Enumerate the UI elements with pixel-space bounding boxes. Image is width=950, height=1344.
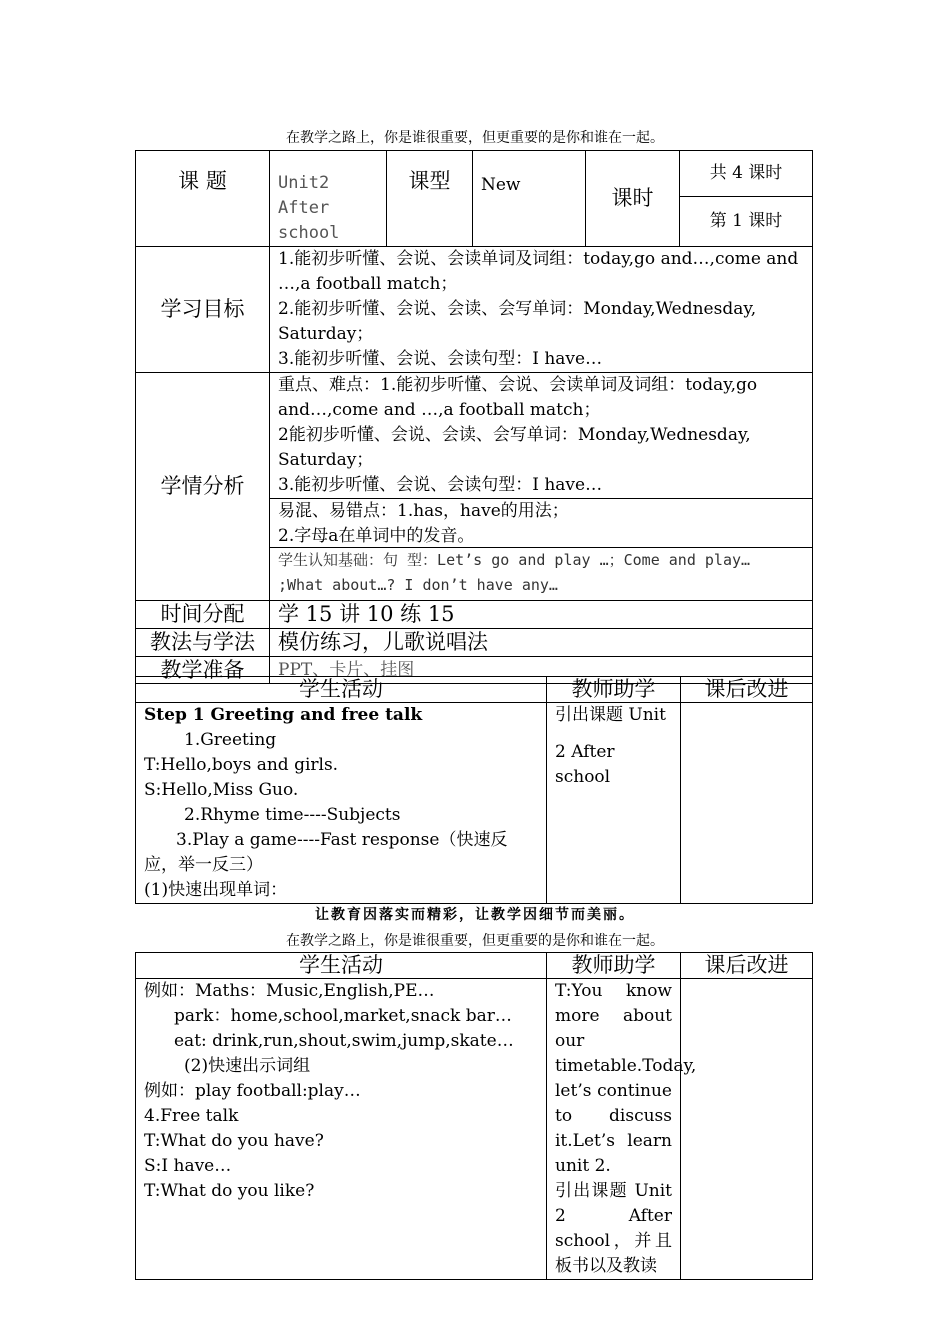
after-class-header: 课后改进 [681,677,813,703]
confusion-points [270,499,812,548]
activity-line: park：home,school,market,snack bar… [174,1006,512,1026]
goals-cell [270,247,813,373]
teacher-line: 2 After school [555,742,615,787]
activity-table-page1 [135,676,813,904]
teacher-line: 引出课题 Unit [555,705,666,725]
activity-line: eat: drink,run,shout,swim,jump,skate… [174,1031,514,1051]
activity-line: Step 1 Greeting and free talk [144,705,423,725]
teacher-line: T:You know more about our timetable.Today, let’s continue to discuss it.Let’s learn unit 2. [555,981,697,1176]
time-value: 学 15 讲 10 练 15 [270,601,813,629]
activity-table-page2 [135,952,813,1280]
activity-line: 2.Rhyme time----Subjects [184,805,401,825]
cognitive-basis: 学生认知基础：句 型：Let’s go and play …；Come and play… ;What about…? I don’t have any… [278,551,751,594]
student-activity-header: 学生活动 [136,953,547,979]
total-periods: 共 4 课时 [680,151,812,197]
current-period: 第 1 课时 [709,211,783,231]
key-point-item: 重点、难点：1.能初步听懂、会说、会读单词及词组：today,go and…,come and …,a football match； [278,375,758,420]
goals-label: 学习目标 [136,247,270,373]
topic-label: 课 题 [136,151,270,247]
activity-line: S:I have… [144,1156,232,1176]
type-value: New [473,151,586,247]
activity-line: 1.Greeting [184,730,277,750]
page-footer-motto: 让教育因落实而精彩，让教学因细节而美丽。 [315,907,635,923]
activity-line: (1)快速出现单词： [144,880,288,900]
activity-line: 3.Play a game----Fast response（快速反应，举一反三） [144,830,508,875]
periods-cell [680,151,813,247]
teacher-help-header: 教师助学 [547,677,681,703]
activity-line: 例如：Maths：Music,English,PE… [144,981,435,1001]
after-class-cell [681,703,813,904]
goal-item: 3.能初步听懂、会说、会读句型：I have… [278,349,603,369]
page-header-quote: 在教学之路上，你是谁很重要，但更重要的是你和谁在一起。 [286,933,664,949]
goal-item: 2.能初步听懂、会说、会读、会写单词：Monday,Wednesday, Saturday； [278,299,757,344]
method-label: 教法与学法 [136,629,270,657]
page-header-quote: 在教学之路上，你是谁很重要，但更重要的是你和谁在一起。 [286,130,664,146]
activity-line: T:Hello,boys and girls. [144,755,339,775]
student-activity-header: 学生活动 [136,677,547,703]
key-points [270,373,812,499]
student-activity-cell [136,979,547,1280]
teacher-help-cell [547,703,681,904]
activity-line: T:What do you like? [144,1181,315,1201]
prep-value: PPT、卡片、挂图 [270,657,813,684]
topic-value: Unit2 After school [270,151,387,247]
activity-line: (2)快速出示词组 [184,1056,311,1076]
activity-line: T:What do you have? [144,1131,324,1151]
time-label: 时间分配 [136,601,270,629]
after-class-cell [681,979,813,1280]
activity-line: 例如：play football:play… [144,1081,361,1101]
method-value: 模仿练习，儿歌说唱法 [270,629,813,657]
goal-item: 1.能初步听懂、会说、会读单词及词组：today,go and…,come and …,a football match； [278,249,799,294]
confusion-item: 2.字母a在单词中的发音。 [278,526,475,546]
activity-line: 4.Free talk [144,1106,239,1126]
key-point-item: 3.能初步听懂、会说、会读句型：I have… [278,475,603,495]
analysis-label: 学情分析 [136,373,270,601]
activity-line: S:Hello,Miss Guo. [144,780,299,800]
lesson-plan-table [135,150,813,684]
teacher-line: 引出课题 Unit 2 After school，并且板书以及教读 [555,1181,672,1276]
analysis-cell [270,373,813,601]
prep-label: 教学准备 [136,657,270,684]
type-label: 课型 [387,151,473,247]
confusion-item: 易混、易错点：1.has，have的用法； [278,501,569,521]
key-point-item: 2能初步听懂、会说、会读、会写单词：Monday,Wednesday, Saturday； [278,425,751,470]
student-activity-cell [136,703,547,904]
after-class-header: 课后改进 [681,953,813,979]
teacher-help-header: 教师助学 [547,953,681,979]
periods-label: 课时 [586,151,680,247]
teacher-help-cell [547,979,697,1280]
